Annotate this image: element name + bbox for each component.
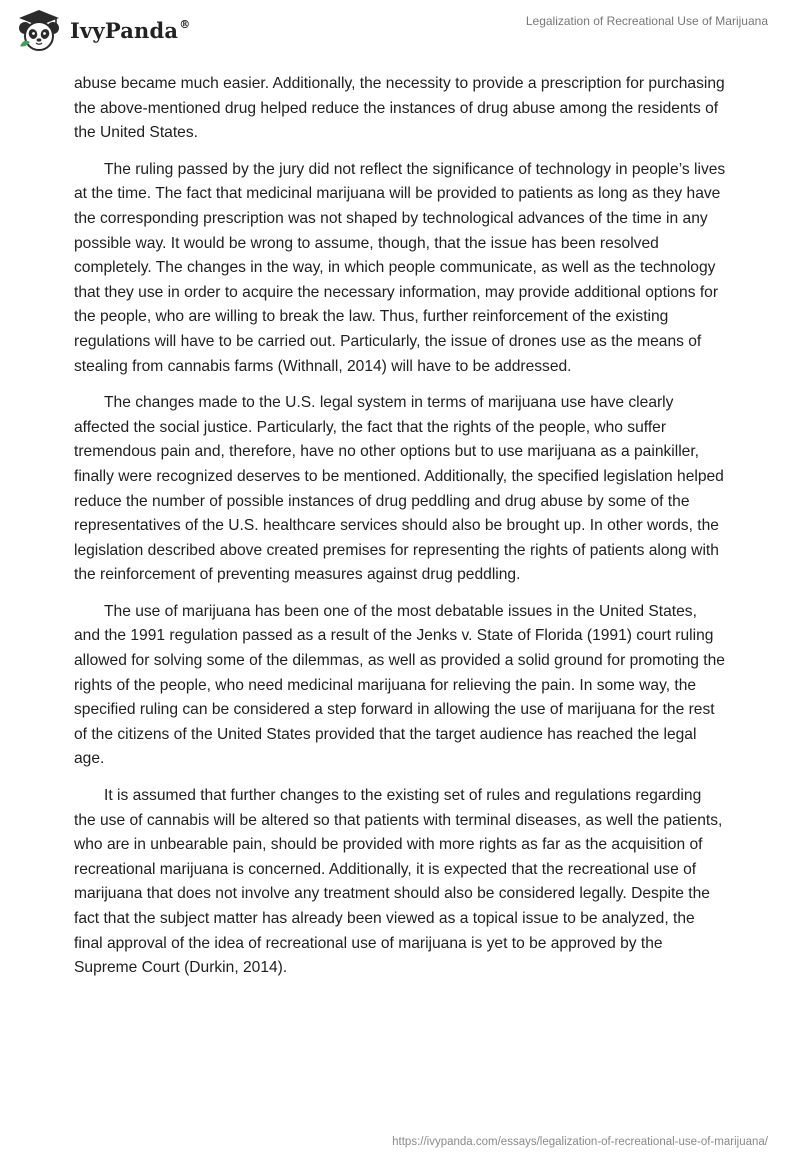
essay-body	[74, 72, 726, 993]
paragraph: It is assumed that further changes to the existing set of rules and regulations regarding the use of cannabis will be altered so that patients with terminal diseases, as well the patients, who are in unbearable pain, should be provided with more rights as far as the acquisition of recreational marijuana is concerned. Additionally, it is expected that the recreational use of marijuana that does not involve any treatment should also be considered legally. Despite the fact that the subject matter has already been viewed as a topical issue to be analyzed, the final approval of the idea of recreational use of marijuana is yet to be approved by the Supreme Court (Durkin, 2014).	[74, 787, 723, 977]
paragraph: The changes made to the U.S. legal system in terms of marijuana use have clearly affected the social justice. Particularly, the fact that the rights of the people, who suffer tremendous pain and, therefore, have no other options but to use marijuana as a painkiller, finally were recognized deserves to be mentioned. Additionally, the specified legislation helped reduce the number of possible instances of drug peddling and drug abuse by some of the representatives of the U.S. healthcare services should also be brought up. In other words, the legislation described above created premises for representing the rights of patients along with the reinforcement of preventing measures against drug peddling.	[74, 394, 724, 584]
paragraph: The ruling passed by the jury did not reflect the significance of technology in people’s lives at the time. The fact that medicinal marijuana will be provided to patients as long as they have the corresponding prescription was not shaped by technological advances of the time in any possible way. It would be wrong to assume, though, that the issue has been resolved completely. The changes in the way, in which people communicate, as well as the technology that they use in order to acquire the necessary information, may provide additional options for the people, who are willing to break the law. Thus, further reinforcement of the existing regulations will have to be carried out. Particularly, the issue of drones use as the means of stealing from cannabis farms (Withnall, 2014) will have to be addressed.	[74, 160, 726, 375]
page-header	[0, 0, 800, 70]
brand-name: IvyPanda®	[70, 17, 191, 43]
source-url-link[interactable]: https://ivypanda.com/essays/legalization-of-recreational-use-of-marijuana/	[392, 1136, 768, 1148]
document-title: Legalization of Recreational Use of Marijuana	[525, 14, 768, 28]
brand-logo[interactable]	[14, 8, 190, 52]
paragraph: abuse became much easier. Additionally, the necessity to provide a prescription for purchasing the above-mentioned drug helped reduce the instances of drug abuse among the residents of the United States.	[74, 75, 725, 142]
paragraph: The use of marijuana has been one of the most debatable issues in the United States, and the 1991 regulation passed as a result of the Jenks v. State of Florida (1991) court ruling allowed for solving some of the dilemmas, as well as provided a solid ground for promoting the rights of the people, who need medicinal marijuana for relieving the pain. In some way, the specified ruling can be considered a step forward in allowing the use of marijuana for the rest of the citizens of the United States provided that the target audience has reached the legal age.	[74, 602, 725, 768]
panda-logo-icon	[14, 8, 64, 52]
